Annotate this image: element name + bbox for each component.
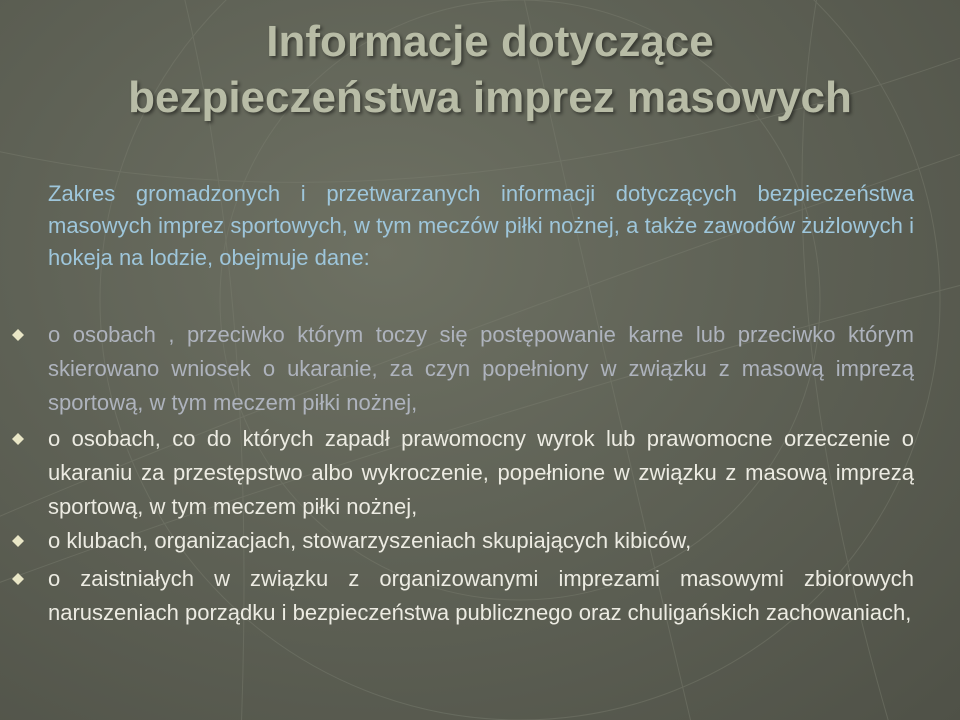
bullet-list <box>0 318 960 630</box>
bullet-text: o klubach, organizacjach, stowarzyszeniach skupiających kibiców, <box>48 528 692 553</box>
bullet-item <box>0 422 914 524</box>
bullet-item <box>0 318 914 420</box>
diamond-bullet-icon <box>12 433 24 445</box>
diamond-bullet-icon <box>12 535 24 547</box>
bullet-text: o osobach, co do których zapadł prawomocny wyrok lub prawomocne orzeczenie o ukaraniu za przestępstwo albo wykroczenie, popełnione w związku z masową imprezą sportową, w tym meczem piłki nożnej, <box>48 426 914 519</box>
diamond-bullet-icon <box>12 573 24 585</box>
intro-paragraph: Zakres gromadzonych i przetwarzanych informacji dotyczących bezpieczeństwa masowych imprez sportowych, w tym meczów piłki nożnej, a także zawodów żużlowych i hokeja na lodzie, obejmuje dane: <box>48 181 914 270</box>
slide-title <box>0 14 960 126</box>
bullet-item <box>0 562 914 630</box>
bullet-item <box>0 524 914 558</box>
diamond-bullet-icon <box>12 329 24 341</box>
bullet-text: o zaistniałych w związku z organizowanymi imprezami masowymi zbiorowych naruszeniach porządku i bezpieczeństwa publicznego oraz chuligańskich zachowaniach, <box>48 566 914 625</box>
slide-title-line-1: Informacje dotyczące <box>266 17 714 66</box>
slide-title-line-2: bezpieczeństwa imprez masowych <box>128 73 852 122</box>
bullet-text: o osobach , przeciwko którym toczy się postępowanie karne lub przeciwko którym skierowano wniosek o ukaranie, za czyn popełniony w związku z masową imprezą sportową, w tym meczem piłki nożnej, <box>48 322 914 415</box>
